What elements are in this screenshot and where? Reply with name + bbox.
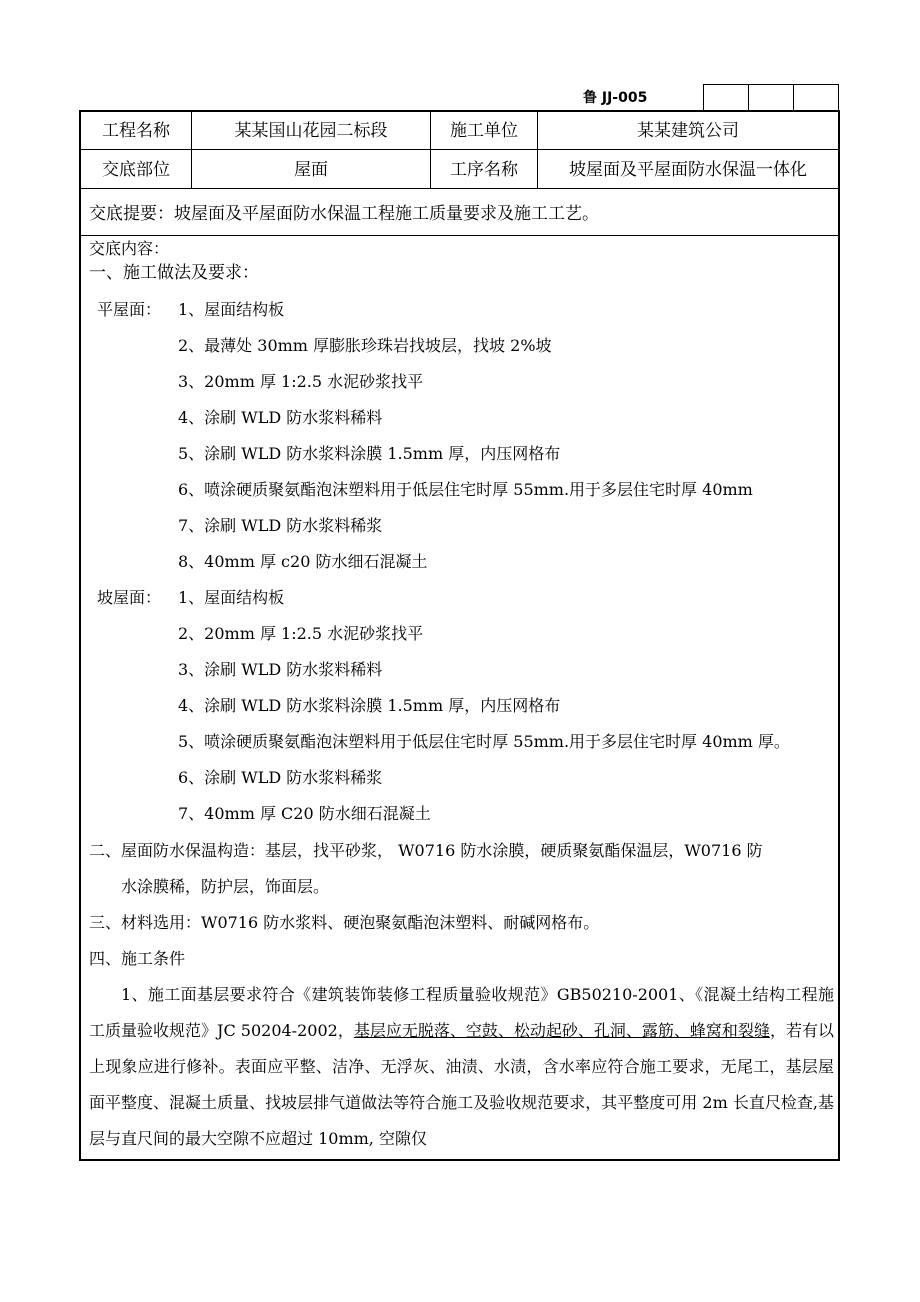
row-divider — [81, 149, 838, 150]
process-value: 坡屋面及平屋面防水保温一体化 — [569, 160, 807, 180]
section-2-line-1: 二、屋面防水保温构造：基层，找平砂浆， W0716 防水涂膜，硬质聚氨酯保温层，W0716 防 — [89, 841, 763, 860]
flat-step: 8、40mm 厚 c20 防水细石混凝土 — [178, 552, 428, 571]
slope-step: 2、20mm 厚 1:2.5 水泥砂浆找平 — [178, 624, 424, 643]
project-name-value: 某某国山花园二标段 — [234, 121, 388, 141]
row-divider — [81, 235, 838, 236]
project-name-label: 工程名称 — [102, 121, 170, 141]
code-boxes — [704, 84, 839, 110]
flat-step: 4、涂刷 WLD 防水浆料稀料 — [178, 408, 383, 427]
slope-step: 1、屋面结构板 — [178, 588, 285, 607]
summary: 交底提要：坡屋面及平屋面防水保温工程施工质量要求及施工工艺。 — [89, 204, 599, 224]
process-label: 工序名称 — [450, 160, 518, 180]
slope-step: 3、涂刷 WLD 防水浆料稀料 — [178, 660, 383, 679]
section-3: 三、材料选用：W0716 防水浆料、硬泡聚氨酯泡沫塑料、耐碱网格布。 — [89, 913, 600, 932]
underlined-requirement: 基层应无脱落、空鼓、松动起砂、孔洞、露筋、蜂窝和裂缝 — [353, 1021, 770, 1040]
slope-step: 5、喷涂硬质聚氨酯泡沫塑料用于低层住宅时厚 55mm.用于多层住宅时厚 40mm 厚。 — [178, 732, 790, 751]
flat-step: 7、涂刷 WLD 防水浆料稀浆 — [178, 516, 383, 535]
section-4-title: 四、施工条件 — [89, 949, 186, 968]
code-box — [748, 84, 794, 110]
slope-roof-label: 坡屋面： — [97, 588, 162, 607]
slope-step: 4、涂刷 WLD 防水浆料涂膜 1.5mm 厚，内压网格布 — [178, 696, 561, 715]
part-label: 交底部位 — [102, 160, 170, 180]
slope-step: 6、涂刷 WLD 防水浆料稀浆 — [178, 768, 383, 787]
form-code: 鲁 JJ-005 — [583, 90, 648, 106]
flat-step: 1、屋面结构板 — [178, 300, 285, 319]
flat-step: 3、20mm 厚 1:2.5 水泥砂浆找平 — [178, 372, 424, 391]
construction-unit-value: 某某建筑公司 — [637, 121, 739, 141]
flat-step: 5、涂刷 WLD 防水浆料涂膜 1.5mm 厚，内压网格布 — [178, 444, 561, 463]
content-heading: 交底内容： — [89, 239, 170, 258]
flat-roof-label: 平屋面： — [97, 300, 162, 319]
code-box — [703, 84, 749, 110]
section-1-title: 一、施工做法及要求： — [89, 263, 259, 283]
part-value: 屋面 — [294, 160, 328, 180]
construction-unit-label: 施工单位 — [450, 121, 518, 141]
paragraph-text: 1、施工面基层要求符合《建筑装饰装修工程质量验收规范》GB50210-2001、《混凝土结构工程施工质量验收规范》JC 50204-2002， — [89, 985, 834, 1040]
flat-step: 2、最薄处 30mm 厚膨胀珍珠岩找坡层，找坡 2%坡 — [178, 336, 552, 355]
construction-conditions-paragraph — [89, 977, 834, 1157]
row-divider — [81, 188, 838, 189]
code-box — [793, 84, 839, 110]
disclosure-table — [79, 110, 840, 1161]
section-2-line-2: 水涂膜稀，防护层，饰面层。 — [121, 877, 330, 896]
slope-step: 7、40mm 厚 C20 防水细石混凝土 — [178, 804, 431, 823]
paragraph-text: ，若有以上现象应进行修补。表面应平整、洁净、无浮灰、油渍、水渍，含水率应符合施工要求，无尾工，基层屋面平整度、混凝土质量、找坡层排气道做法等符合施工及验收规范要求，其平整度可用 2m 长直尺检查,基层与直尺间的最大空隙不应超过 10mm, 空隙仅 — [89, 1021, 834, 1148]
flat-step: 6、喷涂硬质聚氨酯泡沫塑料用于低层住宅时厚 55mm.用于多层住宅时厚 40mm — [178, 480, 753, 499]
